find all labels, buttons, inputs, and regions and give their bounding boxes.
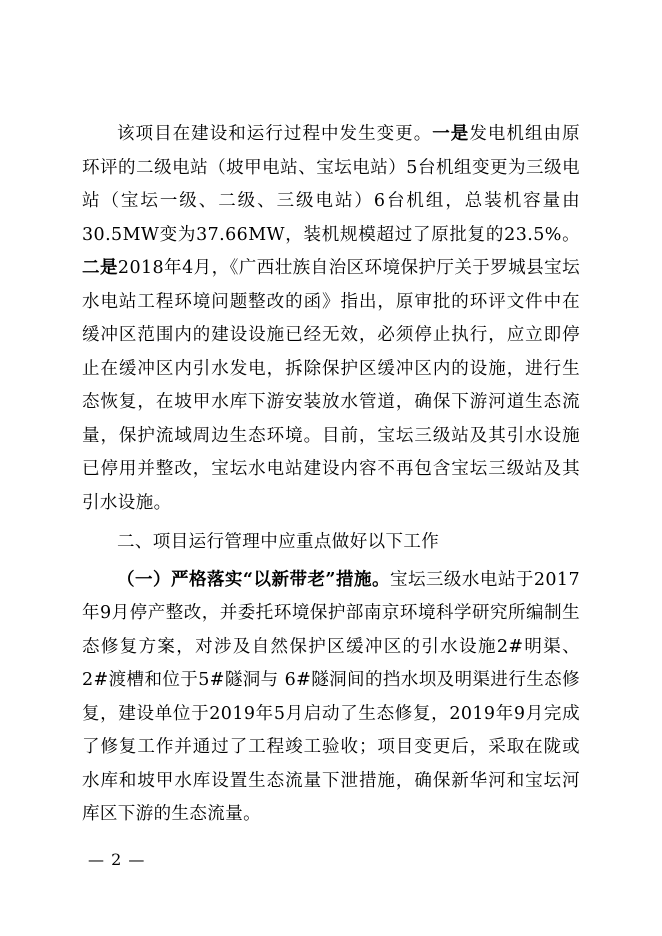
paragraph-text: 2018年4月，《广西壮族自治区环境保护厅关于罗城县宝坛水电站工程环境问题整改的函》指出，原审批的环评文件中在缓冲区范围内的建设设施已经无效，必须停止执行，应立即停止在缓冲区内引水发电，拆除保护区缓冲区内的设施，进行生态恢复，在坡甲水库下游安装放水管道，确保下游河道生态流量，保护流域周边生态环境。目前，宝坛三级站及其引水设施已停用并整改，宝坛水电站建设内容不再包含宝坛三级站及其引水设施。 xyxy=(82,258,580,513)
page-number: — 2 — xyxy=(88,850,146,869)
bold-marker-second: 二是 xyxy=(82,258,118,278)
body-text xyxy=(82,118,580,832)
paragraph-project-changes xyxy=(82,118,580,520)
paragraph-text: 宝坛三级水电站于2017年9月停产整改，并委托环境保护部南京环境科学研究所编制生态修复方案，对涉及自然保护区缓冲区的引水设施2#明渠、2#渡槽和位于5#隧洞与 6#隧洞间的挡水坝及明渠进行生态修复，建设单位于2019年5月启动了生态修复，2019年9月完成了修复工作并通过了工程竣工验收；项目变更后，采取在陇或水库和坡甲水库设置生态流量下泄措施，确保新华河和宝坛河库区下游的生态流量。 xyxy=(82,569,580,824)
section-heading: 二、项目运行管理中应重点做好以下工作 xyxy=(117,532,440,552)
paragraph-text: 该项目在建设和运行过程中发生变更。 xyxy=(117,124,433,144)
bold-subheading: （一）严格落实“以新带老”措施。 xyxy=(117,569,390,590)
paragraph-text: 发电机组由原环评的二级电站（坡甲电站、宝坛电站）5台机组变更为三级电站（宝坛一级、二级、三级电站）6台机组，总装机容量由30.5MW变为37.66MW，装机规模超过了原批复的23.5%。 xyxy=(82,124,580,245)
paragraph-measures xyxy=(82,564,580,832)
bold-marker-first: 一是 xyxy=(432,124,470,144)
